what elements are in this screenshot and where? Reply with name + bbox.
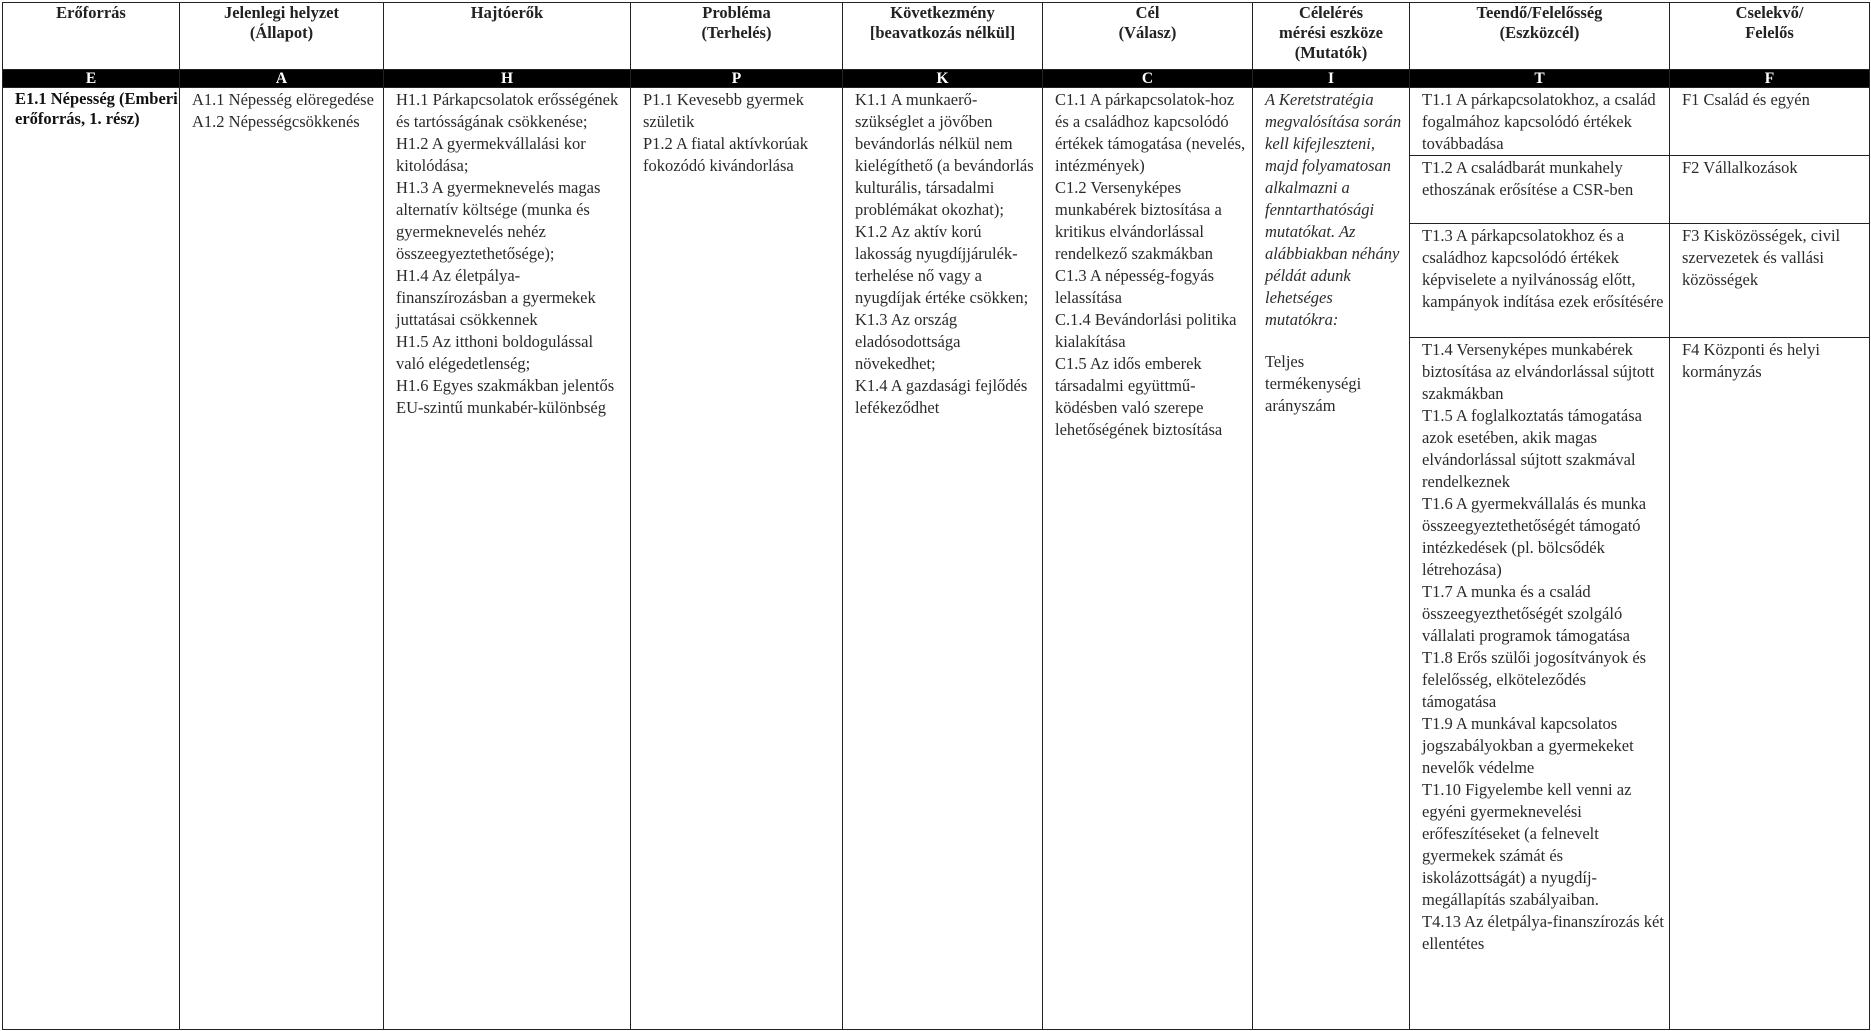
strategy-table (2, 2, 1870, 1030)
problem-item: P1.1 Kevesebb gyermek születik (643, 90, 804, 131)
driver-item: H1.2 A gyermekvállalási kor kitolódása; (396, 134, 586, 175)
driver-item: H1.4 Az életpálya-finanszírozásban a gyermekek juttatásai csökkennek (396, 266, 596, 329)
header-resource: Erőforrás (3, 3, 180, 70)
problem-list (631, 88, 842, 177)
spacer (1265, 331, 1404, 351)
consequence-item: K1.1 A munkaerő-szükséglet a jövőben bevándorlás nélkül nem kielégíthető (a bevándorlás kulturális, társadalmi problémákat okozhat); (855, 90, 1034, 219)
goal-item: C.1.4 Bevándorlási politika kialakítása (1055, 310, 1237, 351)
header-goal: Cél (Válasz) (1043, 3, 1253, 70)
goal-item: C1.3 A népesség-fogyás lelassítása (1055, 266, 1215, 307)
letter-row (3, 70, 1870, 88)
task-item: T4.13 Az életpálya-finanszírozás két ellentétes (1422, 912, 1664, 953)
header-actors: Cselekvő/ Felelős (1670, 3, 1870, 70)
letter-t: T (1410, 70, 1670, 88)
letter-i: I (1253, 70, 1410, 88)
indicator-item: Teljes termékenységi arányszám (1265, 352, 1362, 415)
letter-h: H (384, 70, 631, 88)
resource-cell (3, 88, 180, 1030)
task-group-2 (1410, 156, 1669, 224)
problem-item: P1.2 A fiatal aktívkorúak fokozódó kivándorlása (643, 134, 808, 175)
consequence-item: K1.4 A gazdasági fejlődés lefékeződhet (855, 376, 1028, 417)
header-problem: Probléma (Terhelés) (631, 3, 843, 70)
task-item: T1.9 A munkával kapcsolatos jogszabályokban a gyermekeket nevelők védelme (1422, 714, 1634, 777)
state-list (180, 88, 383, 133)
task-item: T1.10 Figyelembe kell venni az egyéni gyermeknevelési erőfeszítéseket (a felnevelt gyermekek számát és iskolázottságát) a nyugdíj-megállapítás szabályaiban. (1422, 780, 1632, 909)
resource-label: E1.1 Népesség (Emberi erőforrás, 1. rész) (15, 89, 178, 128)
task-group-3 (1410, 224, 1669, 338)
content-row (3, 88, 1870, 1030)
task-item: T1.8 Erős szülői jogosítványok és felelősség, elköteleződés támogatása (1422, 648, 1647, 711)
drivers-list (384, 88, 630, 419)
tasks-stack (1410, 88, 1669, 1029)
actor-3: F3 Kisközösségek, civil szervezetek és vallási közösségek (1670, 224, 1869, 338)
header-state: Jelenlegi helyzet (Állapot) (180, 3, 384, 70)
consequence-cell (843, 88, 1043, 1030)
actors-stack (1670, 88, 1869, 1029)
header-drivers: Hajtóerők (384, 3, 631, 70)
driver-item: H1.5 Az itthoni boldogulással való elégedetlenség; (396, 332, 594, 373)
driver-item: H1.3 A gyermeknevelés magas alternatív költsége (munka és gyermeknevelés nehéz összeegyeztethetősége); (396, 178, 601, 263)
indicators-note: A Keretstratégia megvalósítása során kell kifejleszteni, majd folyamatosan alkalmazni a fenntarthatósági mutatókat. Az alábbiakban néhány példát adunk lehetséges mutatókra: (1265, 90, 1402, 329)
driver-item: H1.1 Párkapcsolatok erősségének és tartósságának csökkenése; (396, 90, 619, 131)
goal-cell (1043, 88, 1253, 1030)
goal-item: C1.5 Az idős emberek társadalmi együttmű-ködésben való szerepe lehetőségének biztosítása (1055, 354, 1223, 439)
actors-cell (1670, 88, 1870, 1030)
header-indicators: Célelérés mérési eszköze (Mutatók) (1253, 3, 1410, 70)
driver-item: H1.6 Egyes szakmákban jelentős EU-szintű munkabér-különbség (396, 376, 615, 417)
letter-p: P (631, 70, 843, 88)
tasks-cell (1410, 88, 1670, 1030)
actor-1: F1 Család és egyén (1670, 88, 1869, 156)
goal-item: C1.1 A párkapcsolatok-hoz és a családhoz kapcsolódó értékek támogatása (nevelés, intézmények) (1055, 90, 1246, 175)
goal-list (1043, 88, 1252, 441)
letter-c: C (1043, 70, 1253, 88)
task-group-1 (1410, 88, 1669, 156)
task-item: T1.1 A párkapcsolatokhoz, a család fogalmához kapcsolódó értékek továbbadása (1422, 90, 1656, 153)
task-group-4 (1410, 338, 1669, 955)
drivers-cell (384, 88, 631, 1030)
state-cell (180, 88, 384, 1030)
task-item: T1.3 A párkapcsolatokhoz és a családhoz kapcsolódó értékek képviselete a nyilvánosság előtt, kampányok indítása ezek erősítésére (1422, 226, 1664, 311)
actor-4: F4 Központi és helyi kormányzás (1682, 340, 1820, 381)
indicators-list (1253, 88, 1409, 417)
goal-item: C1.2 Versenyképes munkabérek biztosítása a kritikus elvándorlással rendelkező szakmákban (1055, 178, 1222, 263)
task-item: T1.7 A munka és a család összeegyezthetőségét szolgáló vállalati programok támogatása (1422, 582, 1631, 645)
task-item: T1.2 A családbarát munkahely ethoszának erősítése a CSR-ben (1422, 158, 1634, 199)
consequence-list (843, 88, 1042, 419)
header-consequence: Következmény [beavatkozás nélkül] (843, 3, 1043, 70)
state-item: A1.2 Népességcsökkenés (192, 112, 360, 131)
header-row (3, 3, 1870, 70)
task-item: T1.6 A gyermekvállalás és munka összeegyeztethetőségét támogató intézkedések (pl. bölcsődék létrehozása) (1422, 494, 1647, 579)
consequence-item: K1.3 Az ország eladósodottsága növekedhet; (855, 310, 961, 373)
indicators-cell (1253, 88, 1410, 1030)
consequence-item: K1.2 Az aktív korú lakosság nyugdíjjárulék-terhelése nő vagy a nyugdíjak értéke csökken; (855, 222, 1029, 307)
task-item: T1.4 Versenyképes munkabérek biztosítása az elvándorlással sújtott szakmákban (1422, 340, 1655, 403)
letter-k: K (843, 70, 1043, 88)
state-item: A1.1 Népesség elöregedése (192, 90, 374, 109)
task-item: T1.5 A foglalkoztatás támogatása azok esetében, akik magas elvándorlással sújtott szakmával rendelkeznek (1422, 406, 1642, 491)
actor-2: F2 Vállalkozások (1670, 156, 1869, 224)
letter-a: A (180, 70, 384, 88)
problem-cell (631, 88, 843, 1030)
header-tasks: Teendő/Felelősség (Eszközcél) (1410, 3, 1670, 70)
letter-e: E (3, 70, 180, 88)
letter-f: F (1670, 70, 1870, 88)
